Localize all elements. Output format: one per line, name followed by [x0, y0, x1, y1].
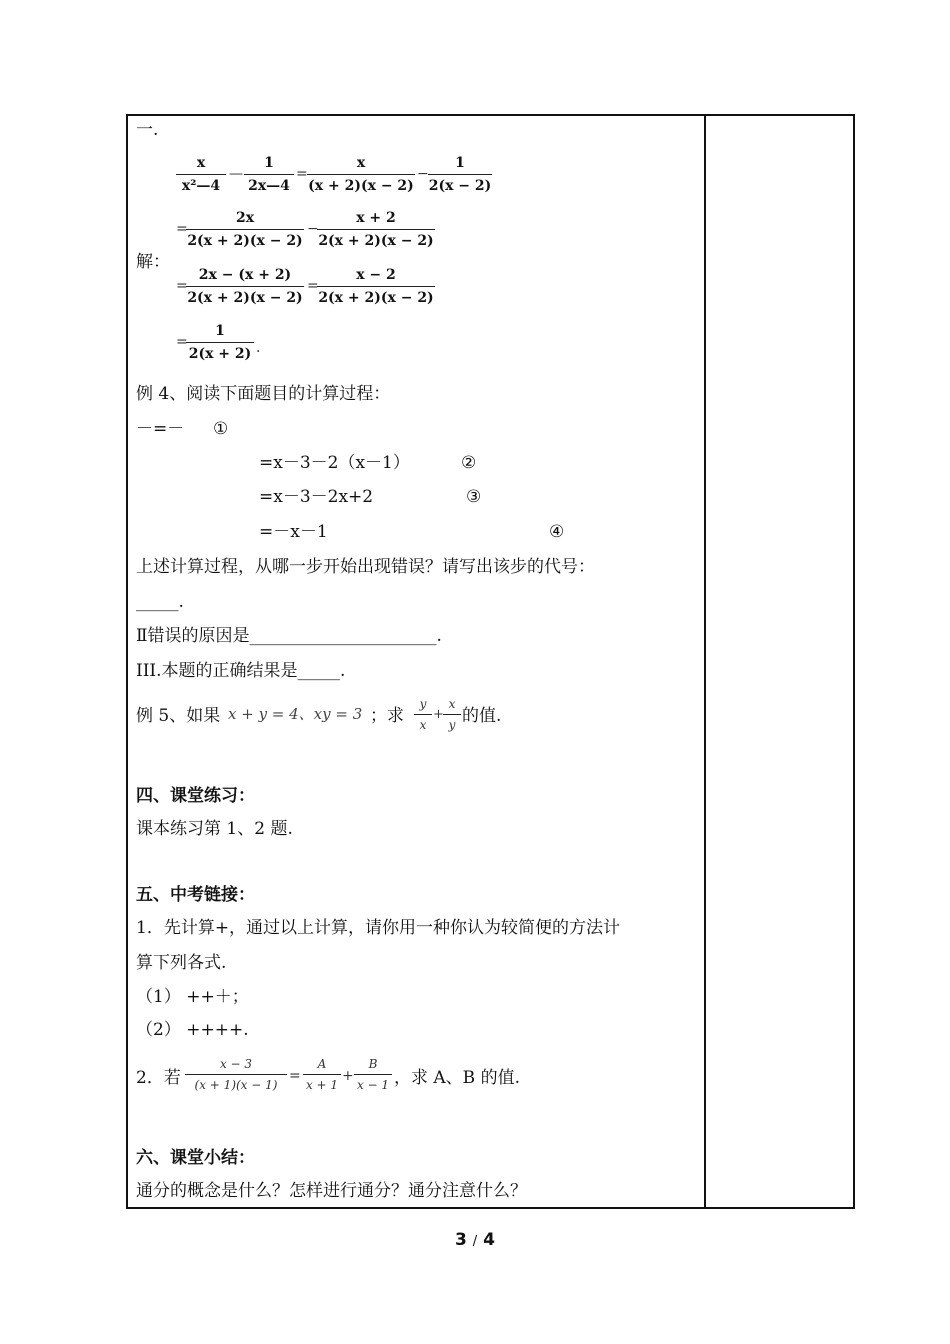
step-3-marker: ③ [466, 487, 482, 507]
fraction: $\frac{x - 2}{2(x + 2)(x - 2)}$ [318, 267, 434, 306]
page-total: 4 [483, 1230, 495, 1250]
example-5-prefix: 例 5、如果 [136, 706, 221, 726]
fraction: $\frac{2x - (x + 2)}{2(x + 2)(x - 2)}$ [187, 267, 303, 306]
example-5-condition: x + y = 4、xy = 3 [228, 705, 363, 723]
operator: = [176, 278, 188, 294]
problem-2-prefix: 2．若 [136, 1068, 181, 1088]
fraction: $\frac{x}{y}$ [443, 698, 461, 731]
operator: — [229, 166, 243, 182]
example-5-suffix: 的值. [462, 706, 502, 726]
intro-text: 一. [136, 120, 159, 140]
operator: = [176, 221, 188, 237]
section-6-title: 六、课堂小结： [136, 1148, 255, 1168]
fraction: $\frac{B}{x - 1}$ [354, 1058, 392, 1091]
question-2: Ⅱ错误的原因是______________________. [136, 626, 442, 646]
example-5-mid: ；求 [370, 706, 404, 726]
page-separator: / [472, 1234, 478, 1249]
solution-label: 解： [136, 252, 170, 272]
operator: − [417, 166, 429, 182]
operator: = [307, 278, 319, 294]
step-3: =x－3－2x+2 [259, 487, 374, 507]
example-4-title: 例 4、阅读下面题目的计算过程： [136, 384, 391, 404]
operator: − [307, 221, 319, 237]
question-1-blank: _____. [136, 592, 184, 612]
fraction: $\frac{A}{x + 1}$ [303, 1058, 341, 1091]
step-1-marker: ① [213, 419, 229, 439]
operator: = [289, 1068, 301, 1084]
question-1: 上述计算过程，从哪一步开始出现错误？请写出该步的代号： [136, 557, 595, 577]
period: . [256, 340, 261, 356]
problem-2-suffix: ，求 A、B 的值. [394, 1068, 520, 1088]
problem-1-line-2: 算下列各式. [136, 953, 227, 973]
operator: = [296, 166, 308, 182]
fraction: $\frac{1}{2(x + 2)}$ [186, 324, 254, 361]
problem-1-line-1: 1．先计算+，通过以上计算，请你用一种你认为较简便的方法计 [136, 918, 621, 938]
fraction: $\frac{1}{2x—4}$ [244, 156, 294, 193]
problem-1-part-1: （1） ++＋； [136, 987, 249, 1007]
fraction: $\frac{y}{x}$ [414, 698, 432, 731]
fraction: $\frac{x - 3}{(x + 1)(x - 1)}$ [185, 1058, 287, 1091]
step-2: =x－3－2（x－1） [259, 453, 410, 473]
section-5-title: 五、中考链接： [136, 885, 255, 905]
section-4-body: 课本练习第 1、2 题. [136, 819, 293, 839]
column-divider [704, 114, 706, 1209]
problem-1-part-2: （2） ++++. [136, 1020, 249, 1040]
fraction: $\frac{x}{(x + 2)(x - 2)}$ [308, 155, 414, 194]
question-3: III.本题的正确结果是_____. [136, 661, 346, 681]
operator: = [176, 334, 188, 350]
fraction: $\frac{x}{\text{x²—4}}$ [176, 156, 226, 193]
operator: + [342, 1068, 354, 1084]
page-number [0, 1230, 950, 1250]
operator: + [433, 707, 444, 722]
fraction: $\frac{1}{2(x - 2)}$ [428, 155, 492, 194]
step-2-marker: ② [461, 453, 477, 473]
fraction: $\frac{x + 2}{2(x + 2)(x - 2)}$ [318, 210, 434, 249]
step-4: =－x－1 [259, 522, 328, 542]
section-4-title: 四、课堂练习： [136, 786, 255, 806]
section-6-body: 通分的概念是什么？怎样进行通分？通分注意什么？ [136, 1181, 527, 1201]
step-1: －=－ [136, 419, 185, 439]
page-current: 3 [455, 1230, 467, 1250]
step-4-marker: ④ [549, 522, 565, 542]
fraction: $\frac{2x}{2(x + 2)(x - 2)}$ [187, 210, 303, 249]
